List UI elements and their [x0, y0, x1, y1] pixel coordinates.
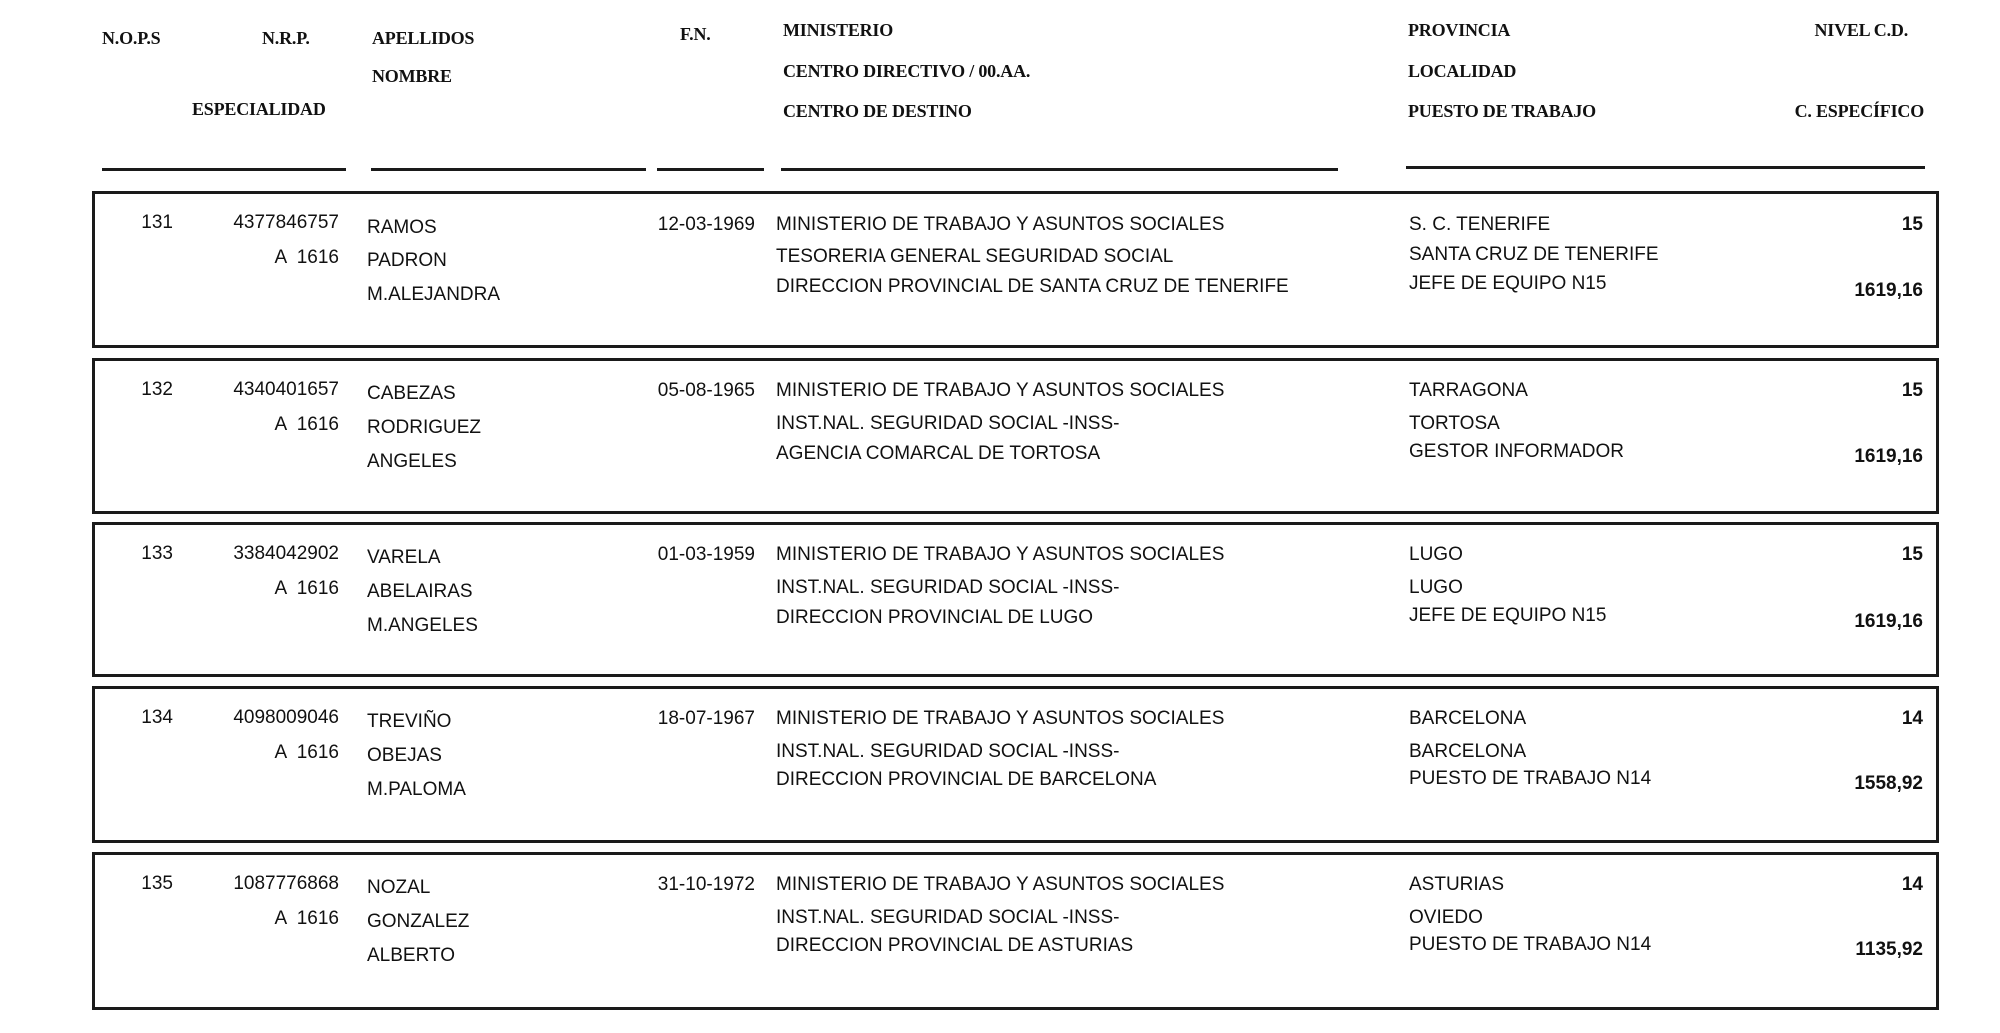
- record-card: [92, 686, 1939, 843]
- record-nops: 134: [141, 707, 173, 728]
- record-apellido2: RODRIGUEZ: [367, 417, 481, 438]
- record-centro-directivo: INST.NAL. SEGURIDAD SOCIAL -INSS-: [776, 907, 1120, 928]
- record-especifico: 1558,92: [1854, 773, 1923, 794]
- record-centro-destino: DIRECCION PROVINCIAL DE ASTURIAS: [776, 935, 1134, 956]
- record-card: [92, 522, 1939, 677]
- header-centro-directivo: CENTRO DIRECTIVO / 00.AA.: [783, 61, 1031, 81]
- record-nombre: ANGELES: [367, 451, 457, 472]
- record-provincia: LUGO: [1409, 544, 1463, 565]
- record-apellido1: VARELA: [367, 547, 441, 568]
- record-nrp: 3384042902: [233, 543, 339, 564]
- record-localidad: BARCELONA: [1409, 741, 1527, 762]
- header-puesto: PUESTO DE TRABAJO: [1408, 101, 1596, 121]
- record-especialidad: A 1616: [274, 908, 339, 929]
- record-ministerio: MINISTERIO DE TRABAJO Y ASUNTOS SOCIALES: [776, 708, 1225, 729]
- record-nrp: 4377846757: [233, 212, 339, 233]
- record-card: [92, 191, 1939, 348]
- record-centro-directivo: INST.NAL. SEGURIDAD SOCIAL -INSS-: [776, 741, 1120, 762]
- record-ministerio: MINISTERIO DE TRABAJO Y ASUNTOS SOCIALES: [776, 544, 1225, 565]
- record-apellido2: PADRON: [367, 250, 447, 271]
- record-fn: 31-10-1972: [657, 874, 755, 895]
- record-puesto: PUESTO DE TRABAJO N14: [1409, 934, 1652, 955]
- record-ministerio: MINISTERIO DE TRABAJO Y ASUNTOS SOCIALES: [776, 380, 1225, 401]
- record-provincia: BARCELONA: [1409, 708, 1527, 729]
- record-provincia: ASTURIAS: [1409, 874, 1505, 895]
- record-especifico: 1619,16: [1854, 446, 1923, 467]
- record-provincia: TARRAGONA: [1409, 380, 1528, 401]
- record-card: [92, 358, 1939, 514]
- record-centro-destino: DIRECCION PROVINCIAL DE BARCELONA: [776, 769, 1157, 790]
- record-nrp: 4340401657: [233, 379, 339, 400]
- record-apellido1: RAMOS: [367, 217, 437, 238]
- record-localidad: TORTOSA: [1409, 413, 1500, 434]
- record-nombre: M.ANGELES: [367, 615, 478, 636]
- record-provincia: S. C. TENERIFE: [1409, 214, 1551, 235]
- record-ministerio: MINISTERIO DE TRABAJO Y ASUNTOS SOCIALES: [776, 214, 1225, 235]
- header-nombre: NOMBRE: [372, 66, 452, 86]
- record-nombre: ALBERTO: [367, 945, 456, 966]
- record-localidad: LUGO: [1409, 577, 1463, 598]
- record-apellido1: CABEZAS: [367, 383, 456, 404]
- header-fn: F.N.: [680, 24, 711, 44]
- record-nombre: M.ALEJANDRA: [367, 284, 501, 305]
- record-puesto: GESTOR INFORMADOR: [1409, 441, 1624, 462]
- record-especifico: 1619,16: [1854, 280, 1923, 301]
- header-especialidad: ESPECIALIDAD: [192, 99, 326, 119]
- record-fn: 01-03-1959: [657, 544, 755, 565]
- record-apellido1: TREVIÑO: [367, 711, 452, 732]
- record-apellido1: NOZAL: [367, 877, 431, 898]
- record-fn: 05-08-1965: [657, 380, 755, 401]
- record-puesto: JEFE DE EQUIPO N15: [1409, 605, 1607, 626]
- record-centro-destino: AGENCIA COMARCAL DE TORTOSA: [776, 443, 1101, 464]
- record-nops: 135: [141, 873, 173, 894]
- record-nivel: 14: [1901, 874, 1923, 895]
- record-nivel: 15: [1901, 544, 1923, 565]
- record-nrp: 4098009046: [233, 707, 339, 728]
- record-especialidad: A 1616: [274, 578, 339, 599]
- record-centro-directivo: TESORERIA GENERAL SEGURIDAD SOCIAL: [776, 246, 1174, 267]
- record-especifico: 1619,16: [1854, 611, 1923, 632]
- header-apellidos: APELLIDOS: [372, 28, 475, 48]
- record-centro-destino: DIRECCION PROVINCIAL DE LUGO: [776, 607, 1094, 628]
- record-puesto: PUESTO DE TRABAJO N14: [1409, 768, 1652, 789]
- record-apellido2: GONZALEZ: [367, 911, 470, 932]
- record-fn: 18-07-1967: [657, 708, 755, 729]
- header-ministerio: MINISTERIO: [783, 20, 894, 40]
- record-nombre: M.PALOMA: [367, 779, 466, 800]
- header-divider: [781, 168, 1338, 171]
- record-fn: 12-03-1969: [657, 214, 755, 235]
- header-divider: [102, 168, 346, 171]
- header-provincia: PROVINCIA: [1408, 20, 1511, 40]
- record-ministerio: MINISTERIO DE TRABAJO Y ASUNTOS SOCIALES: [776, 874, 1225, 895]
- record-nivel: 15: [1901, 214, 1923, 235]
- record-centro-destino: DIRECCION PROVINCIAL DE SANTA CRUZ DE TENERIFE: [776, 276, 1289, 297]
- record-nops: 133: [141, 543, 173, 564]
- record-localidad: SANTA CRUZ DE TENERIFE: [1409, 244, 1659, 265]
- record-centro-directivo: INST.NAL. SEGURIDAD SOCIAL -INSS-: [776, 413, 1120, 434]
- record-apellido2: ABELAIRAS: [367, 581, 473, 602]
- record-especifico: 1135,92: [1855, 939, 1923, 960]
- record-nops: 132: [141, 379, 173, 400]
- record-centro-directivo: INST.NAL. SEGURIDAD SOCIAL -INSS-: [776, 577, 1120, 598]
- record-nops: 131: [141, 212, 173, 233]
- record-card: [92, 852, 1939, 1010]
- header-especifico: C. ESPECÍFICO: [1794, 101, 1924, 121]
- record-especialidad: A 1616: [274, 247, 339, 268]
- header-nrp: N.R.P.: [262, 28, 310, 48]
- record-localidad: OVIEDO: [1409, 907, 1483, 928]
- record-nrp: 1087776868: [233, 873, 339, 894]
- record-nivel: 14: [1901, 708, 1923, 729]
- record-especialidad: A 1616: [274, 414, 339, 435]
- header-centro-destino: CENTRO DE DESTINO: [783, 101, 972, 121]
- record-apellido2: OBEJAS: [367, 745, 442, 766]
- record-nivel: 15: [1901, 380, 1923, 401]
- header-nops: N.O.P.S: [102, 28, 161, 48]
- header-divider: [371, 168, 646, 171]
- record-puesto: JEFE DE EQUIPO N15: [1409, 273, 1607, 294]
- header-localidad: LOCALIDAD: [1408, 61, 1517, 81]
- header-nivel: NIVEL C.D.: [1814, 20, 1908, 40]
- header-divider: [657, 168, 764, 171]
- record-especialidad: A 1616: [274, 742, 339, 763]
- header-divider: [1406, 166, 1925, 169]
